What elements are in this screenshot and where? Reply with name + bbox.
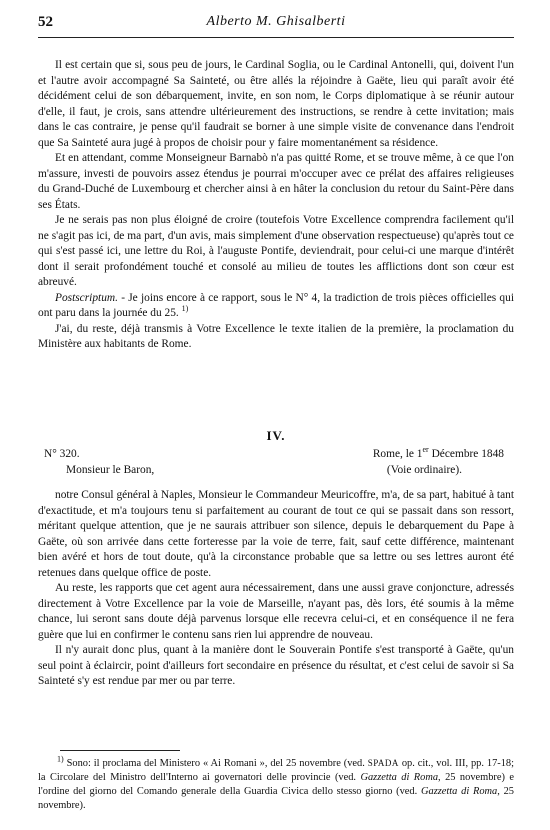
- paragraph-reports: Au reste, les rapports que cet agent aura nécessairement, dans une aussi grave conjoncture, adressés directement à Votre Excellence par la voie de Marseille, n'ayant pas, dès lors, été soumis à la même chance, lui seront sans doute déjà parvenus lorsque elle recevra celui-ci, et en conséquence il ne fera guère que lui en confirmer le contenu sans rien lui apprendre de nouveau.: [38, 582, 514, 641]
- paragraph-consul: notre Consul général à Naples, Monsieur le Commandeur Meuricoffre, m'a, de sa part, habitué à tant d'exactitude, et m'a toujours tenu si parfaitement au courant de tout ce qui se passait dans son ressort, méritant quelque attention, que je ne saurais attribuer son silence, depuis le debarquement du Pape à Gaëte, où son arrivée dans cette forteresse par la voie de terre, fait, sauf cette différence, maintenant bien avéré et hors de tout doute, qu'à la circonstance probable que sa lettre ou ses lettres auront été retenues dans quelque office de poste.: [38, 489, 514, 579]
- section-heading: IV.: [266, 428, 286, 443]
- paragraph-proclamation: J'ai, du reste, déjà transmis à Votre Excellence le texte italien de la première, la proclamation du Ministère aux habitants de Rome.: [38, 322, 514, 350]
- header-rule: [38, 37, 514, 38]
- dateline-delivery: (Voie ordinaire).: [386, 464, 462, 476]
- paragraph-postscript: [38, 291, 514, 322]
- report-body: [38, 58, 514, 353]
- footnote: $^{1)}$ Sono: il proclama del Ministero « Ai Romani », del 25 novembre (ved. SPADA op. cit., vol. III, pp. 17-18; la Circolare del Ministro dell'Interno ai governatori delle provincie (ved. Gazzetta di Roma, 25 novembre) e l'ordine del giorno del Comando generale della Guardia Civica dello stesso giorno (ved. Gazzetta di Roma, 25 novembre).: [38, 754, 514, 811]
- paragraph-kings-letter: Je ne serais pas non plus éloigné de croire (toutefois Votre Excellence comprendra facilement qu'il ne s'agit pas ici, de ma part, d'un avis, mais simplement d'une observation respectueuse) qu'après tout ce qui s'est passé ici, une lettre du Roi, à l'auguste Pontife, deviendrait, pour celui-ci une marque d'intérêt dont il serait profondément touché et consolé au milieu de toutes les afflictions dont son cœur est abreuvé.: [38, 214, 514, 288]
- paragraph-sea-or-land: Il n'y aurait donc plus, quant à la manière dont le Souverain Pontife s'est transporté à Gaëte, qu'un seul point à éclaircir, point d'ailleurs fort secondaire en présence du résultat, et c'est celui de savoir si Sa Sainteté s'y est rendue par mer ou par terre.: [38, 644, 514, 687]
- footnote-marker: 1): [57, 754, 64, 764]
- document-number: N° 320.: [44, 448, 80, 460]
- footnote-rule: [60, 750, 180, 751]
- dateline: Rome, le 1er Décembre 1848: [372, 445, 504, 460]
- page-header: [38, 14, 514, 36]
- paragraph-barnabo: Et en attendant, comme Monseigneur Barnabò n'a pas quitté Rome, et se trouve même, à ce que l'on m'assure, investi de pouvoirs assez étendus je pourrai m'occuper avec ce prélat des affaires religieuses du Grand-Duché de Luxembourg et chercher ainsi à en hâter la conclusion du retour du Saint-Père dans ses États.: [38, 152, 514, 211]
- letter-body: [38, 488, 514, 690]
- footnote-reference: 1): [181, 304, 189, 314]
- running-head: Alberto M. Ghisalberti: [206, 14, 346, 29]
- paragraph-cardinals: Il est certain que si, sous peu de jours, le Cardinal Soglia, ou le Cardinal Antonelli, qui, doivent l'un et l'autre avoir accompagné Sa Sainteté, ou être allés la réjoindre à Gaëte, lieu qui paraît avoir été décidément celui de son débarquement, invite, en son nom, le Corps diplomatique à se réunir autour d'elle, il faut, je crois, sans attendre ultérieurement des instructions, se rendre à cette invitation; mais dans le cas contraire, je pense qu'il faudrait se borner à une simple visite de convenance dans l'endroit que Sa Sainteté aura jugé à propos de choisir pour y faire momentanément sa résidence.: [38, 59, 514, 149]
- postscript-text: - Je joins encore à ce rapport, sous le N° 4, la tradiction de trois pièces officielles qui ont paru dans la journée du 25.: [38, 291, 514, 319]
- salutation: Monsieur le Baron,: [66, 464, 155, 476]
- postscript-label: Postscriptum.: [55, 291, 118, 304]
- page-number: 52: [38, 14, 53, 30]
